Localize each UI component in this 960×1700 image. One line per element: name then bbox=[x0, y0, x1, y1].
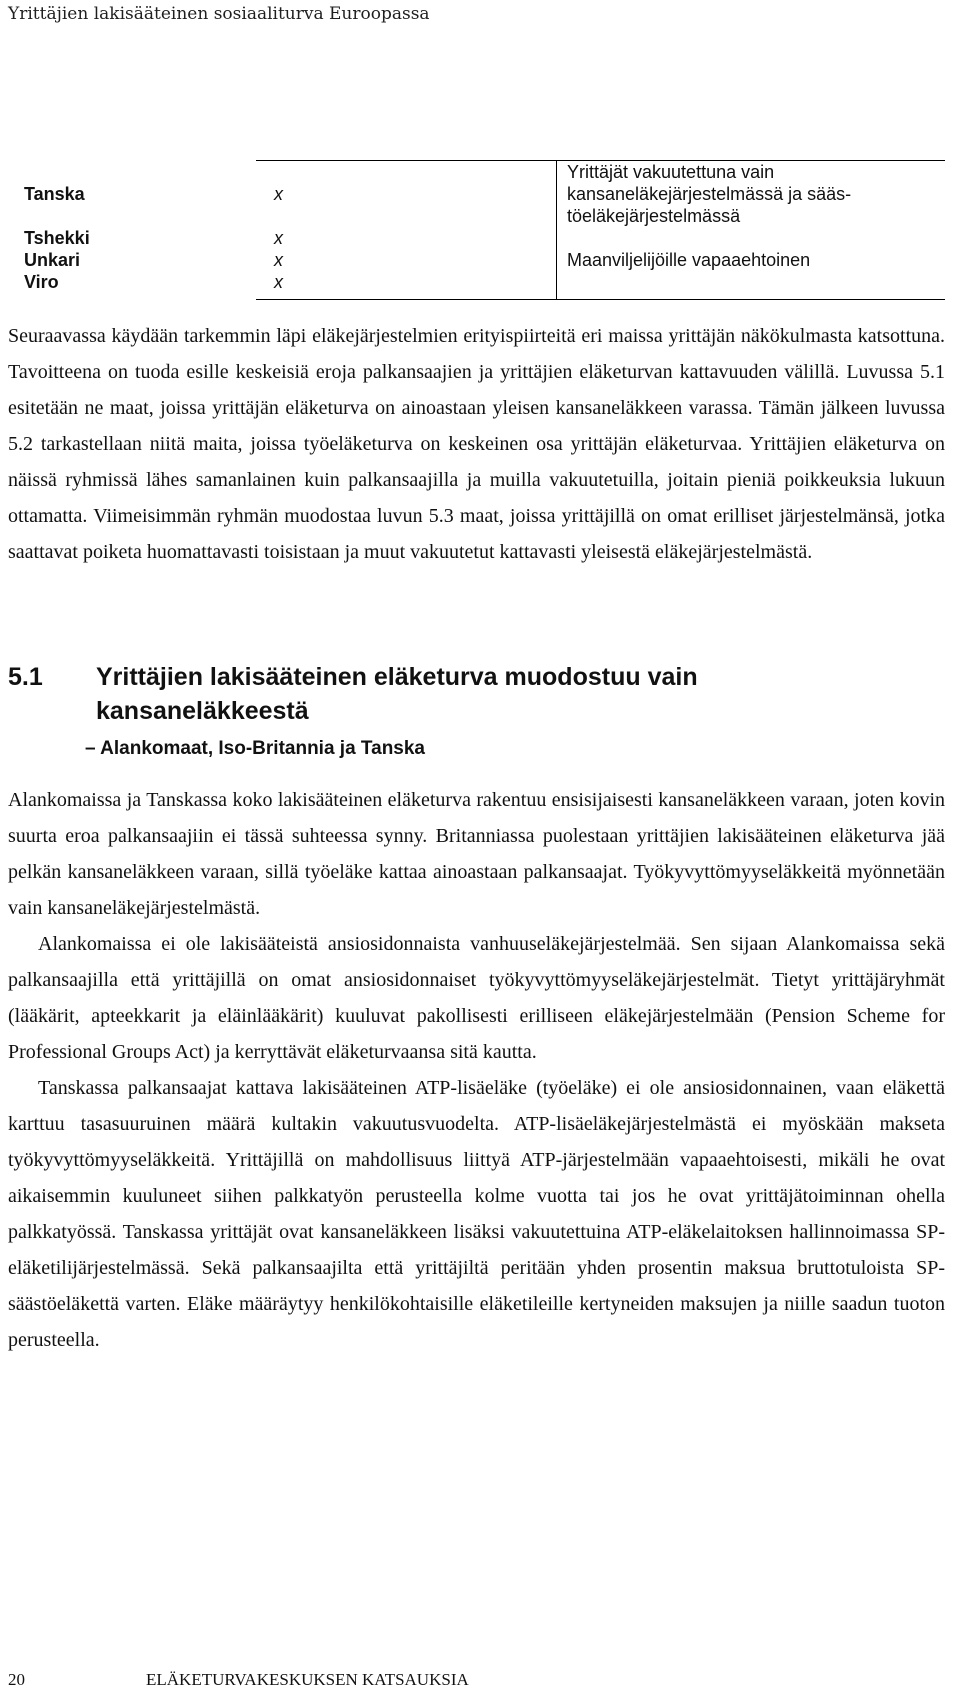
country-cell: Viro bbox=[24, 272, 59, 292]
page-footer bbox=[8, 1670, 469, 1690]
table-row bbox=[8, 227, 945, 249]
section-title: Yrittäjien lakisääteinen eläketurva muodostuu vain kansaneläkkeestä bbox=[96, 663, 698, 725]
publication-name: ELÄKETURVAKESKUKSEN KATSAUKSIA bbox=[146, 1670, 469, 1689]
section-subtitle: – Alankomaat, Iso-Britannia ja Tanska bbox=[85, 738, 425, 759]
note-cell bbox=[557, 227, 946, 249]
intro-paragraph: Seuraavassa käydään tarkemmin läpi eläkejärjestelmien erityispiirteitä eri maissa yrittäjän näkökulmasta katsottuna. Tavoitteena on tuoda esille keskeisiä eroja palkansaajien ja yrittäjien eläketurvan kattavuuden välillä. Luvussa 5.1 esitetään ne maat, joissa yrittäjän eläketurva on ainoastaan yleisen kansaneläkkeen varassa. Tämän jälkeen luvussa 5.2 tarkastellaan niitä maita, joissa työeläketurva on keskeinen osa yrittäjän eläketurvaa. Yrittäjien eläketurva on näissä ryhmissä lähes samanlainen kuin palkansaajilla ja muilla vakuutetuilla, joitain pieniä poikkeuksia lukuun ottamatta. Viimeisimmän ryhmän muodostaa luvun 5.3 maat, joissa yrittäjillä on omat erilliset järjestelmänsä, jotka saattavat poiketa huomattavasti toisistaan ja muut vakuutetut kattavasti yleisestä eläkejärjestelmästä. bbox=[8, 325, 945, 563]
note-cell: Maanviljelijöille vapaaehtoinen bbox=[557, 249, 946, 271]
paragraph: Alankomaissa ei ole lakisääteistä ansiosidonnaista vanhuuseläkejärjestelmää. Sen sijaan Alankomaissa sekä palkansaajilla että yrittäjillä on omat ansiosidonnaiset työkyvyttömyyseläkejärjestelmät. Tietyt yrittäjäryhmät (lääkärit, apteekkarit ja eläinlääkärit) kuuluvat pakollisesti erilliseen eläkejärjestelmään (Pension Scheme for Professional Groups Act) ja kerryttävät eläketurvaansa sitä kautta. bbox=[8, 933, 945, 1063]
table-row bbox=[8, 249, 945, 271]
country-table bbox=[8, 160, 945, 300]
note-cell: Yrittäjät vakuutettuna vain kansaneläkejärjestelmässä ja säästöeläkejärjestelmässä bbox=[557, 161, 946, 228]
section-body bbox=[8, 782, 945, 1358]
country-cell: Unkari bbox=[24, 250, 81, 270]
page-number: 20 bbox=[8, 1670, 25, 1689]
table-row bbox=[8, 271, 945, 300]
running-header: Yrittäjien lakisääteinen sosiaaliturva Euroopassa bbox=[8, 4, 430, 24]
table-row bbox=[8, 161, 945, 228]
mark-cell: x bbox=[256, 161, 557, 228]
paragraph: Alankomaissa ja Tanskassa koko lakisääteinen eläketurva rakentuu ensisijaisesti kansaneläkkeen varaan, joten kovin suurta eroa palkansaajiin ei tässä suhteessa synny. Britanniassa puolestaan yrittäjien lakisääteinen eläketurva jää pelkän kansaneläkkeen varaan, sillä työeläke kattaa ainoastaan palkansaajat. Työkyvyttömyyseläkkeitä myönnetään vain kansaneläkejärjestelmästä. bbox=[8, 789, 945, 919]
country-cell: Tanska bbox=[24, 183, 85, 204]
mark-cell: x bbox=[256, 271, 557, 300]
note-cell bbox=[557, 271, 946, 300]
mark-cell: x bbox=[274, 228, 283, 248]
section-number: 5.1 bbox=[8, 663, 43, 691]
country-cell: Tshekki bbox=[24, 228, 90, 248]
mark-cell: x bbox=[274, 250, 283, 270]
paragraph: Tanskassa palkansaajat kattava lakisääteinen ATP-lisäeläke (työeläke) ei ole ansiosidonnainen, vaan eläkettä karttuu tasasuuruinen määrä kultakin vakuutusvuodelta. ATP-lisäeläkejärjestelmästä ei myöskään makseta työkyvyttömyyseläkkeitä. Yrittäjillä on mahdollisuus liittyä ATP-järjestelmään vapaaehtoisesti, mikäli he ovat aikaisemmin kuuluneet siihen palkkatyön perusteella kolme vuotta tai jos he ovat yrittäjätoiminnan ohella palkkatyössä. Tanskassa yrittäjät ovat kansaneläkkeen lisäksi vakuutettuina ATP-eläkelaitoksen hallinnoimassa SP-eläketilijärjestelmässä. Sekä palkansaajilta että yrittäjiltä peritään yhden prosentin maksua bruttotuloista SP-säästöeläkettä varten. Eläke määräytyy henkilökohtaisille eläketileille kertyneiden maksujen ja niille saadun tuoton perusteella. bbox=[8, 1077, 945, 1351]
